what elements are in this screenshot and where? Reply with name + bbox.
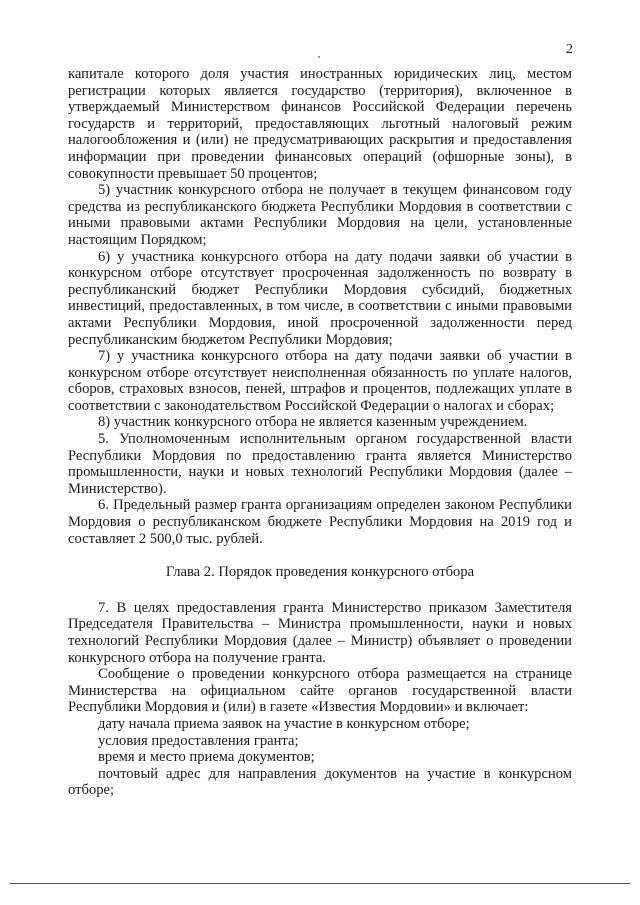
paragraph-item-5: 5) участник конкурсного отбора не получает в текущем финансовом году средства из республиканского бюджета Республики Мордовия в соответствии с иными правовыми актами Республики Мордовия на цели, установленные настоящим Порядком; bbox=[68, 182, 572, 248]
paragraph-announcement: Сообщение о проведении конкурсного отбора размещается на странице Министерства на официальном сайте органов государственной власти Республики Мордовия и (или) в газете «Известия Мордовии» и включает: bbox=[68, 666, 572, 716]
document-body bbox=[68, 66, 572, 799]
paragraph-item-8: 8) участник конкурсного отбора не является казенным учреждением. bbox=[98, 414, 528, 431]
paragraph-clause-6: 6. Предельный размер гранта организациям определен законом Республики Мордовия о республиканском бюджете Республики Мордовия на 2019 год и составляет 2 500,0 тыс. рублей. bbox=[68, 497, 572, 547]
paragraph-item-7: 7) у участника конкурсного отбора на дату подачи заявки об участии в конкурсном отборе отсутствует неисполненная обязанность по уплате налогов, сборов, страховых взносов, пеней, штрафов и процентов, подлежащих уплате в соответствии с законодательством Российской Федерации о налогах и сборах; bbox=[68, 348, 572, 414]
list-item: время и место приема документов; bbox=[98, 749, 315, 766]
list-item: условия предоставления гранта; bbox=[98, 732, 299, 749]
paragraph-clause-5: 5. Уполномоченным исполнительным органом государственной власти Республики Мордовия по предоставлению гранта является Министерство промышленности, науки и новых технологий Республики Мордовия (далее – Министерство). bbox=[68, 431, 572, 497]
paragraph-clause-7: 7. В целях предоставления гранта Министерство приказом Заместителя Председателя Правительства – Министра промышленности, науки и новых технологий Республики Мордовия (далее – Министр) объявляет о проведении конкурсного отбора на получение гранта. bbox=[68, 599, 572, 666]
scan-speck bbox=[318, 56, 320, 58]
page-number: 2 bbox=[566, 42, 573, 57]
list-item: почтовый адрес для направления документов на участие в конкурсном отборе; bbox=[68, 765, 572, 799]
chapter-heading: Глава 2. Порядок проведения конкурсного отбора bbox=[165, 564, 475, 581]
page-bottom-edge bbox=[10, 883, 630, 884]
paragraph-continuation: капитале которого доля участия иностранных юридических лиц, местом регистрации которых является государство (территория), включенное в утверждаемый Министерством финансов Российской Федерации перечень государств и территорий, предоставляющих льготный налоговый режим налогообложения и (или) не предусматривающих раскрытия и предоставления информации при проведении финансовых операций (офшорные зоны), в совокупности превышает 50 процентов; bbox=[68, 66, 572, 182]
list-item: дату начала приема заявок на участие в конкурсном отборе; bbox=[98, 715, 470, 732]
paragraph-item-6: 6) у участника конкурсного отбора на дату подачи заявки об участии в конкурсном отборе отсутствует просроченная задолженность по возврату в республиканский бюджет Республики Мордовия субсидий, бюджетных инвестиций, предоставленных, в том числе, в соответствии с иными правовыми актами Республики Мордовия, иной просроченной задолженности перед республиканским бюджетом Республики Мордовия; bbox=[68, 248, 572, 348]
